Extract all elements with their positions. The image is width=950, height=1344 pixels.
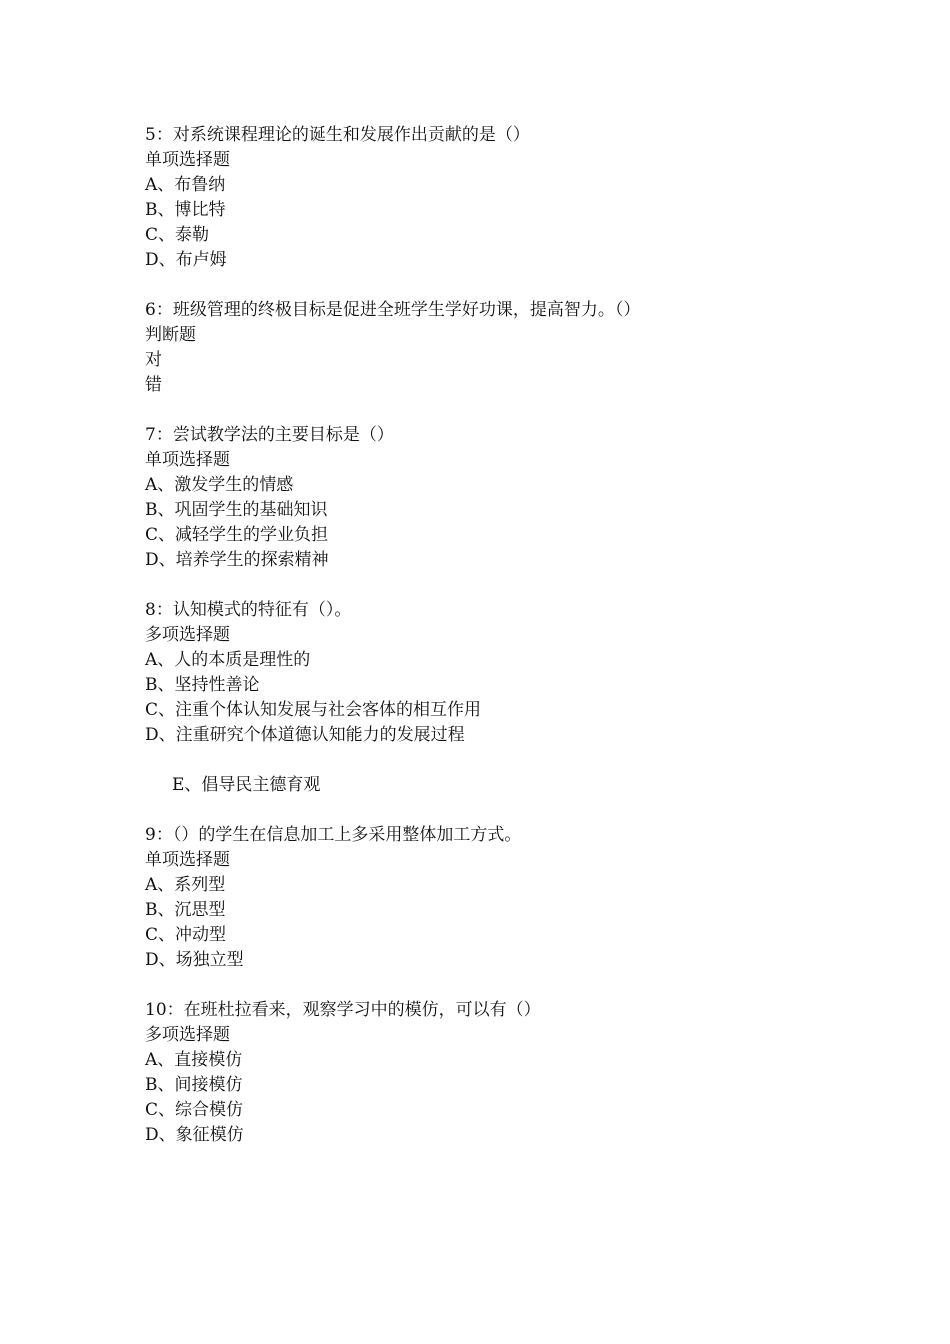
exam-page bbox=[145, 123, 905, 1173]
option-c: C、冲动型 bbox=[145, 925, 227, 945]
option-b: B、坚持性善论 bbox=[145, 675, 260, 695]
question-type: 多项选择题 bbox=[145, 625, 230, 645]
question-type: 多项选择题 bbox=[145, 1025, 230, 1045]
question-type: 单项选择题 bbox=[145, 150, 230, 170]
option-true: 对 bbox=[145, 350, 162, 370]
option-e: E、倡导民主德育观 bbox=[172, 775, 321, 795]
question-text: 9：（）的学生在信息加工上多采用整体加工方式。 bbox=[145, 825, 522, 845]
option-a: A、直接模仿 bbox=[145, 1050, 243, 1070]
question-text: 6：班级管理的终极目标是促进全班学生学好功课，提高智力。（） bbox=[145, 300, 641, 320]
option-a: A、布鲁纳 bbox=[145, 175, 226, 195]
question-10 bbox=[145, 998, 905, 1148]
option-c: C、减轻学生的学业负担 bbox=[145, 525, 329, 545]
option-false: 错 bbox=[145, 375, 162, 395]
question-7 bbox=[145, 423, 905, 573]
option-d: D、注重研究个体道德认知能力的发展过程 bbox=[145, 725, 465, 745]
question-8 bbox=[145, 598, 905, 798]
question-text: 10：在班杜拉看来，观察学习中的模仿，可以有（） bbox=[145, 1000, 541, 1020]
option-b: B、间接模仿 bbox=[145, 1075, 243, 1095]
option-b: B、巩固学生的基础知识 bbox=[145, 500, 328, 520]
option-c: C、泰勒 bbox=[145, 225, 210, 245]
question-9 bbox=[145, 823, 905, 973]
question-text: 8：认知模式的特征有（）。 bbox=[145, 600, 352, 620]
question-type: 判断题 bbox=[145, 325, 196, 345]
option-a: A、激发学生的情感 bbox=[145, 475, 294, 495]
option-a: A、系列型 bbox=[145, 875, 226, 895]
option-c: C、综合模仿 bbox=[145, 1100, 244, 1120]
option-b: B、博比特 bbox=[145, 200, 226, 220]
option-c: C、注重个体认知发展与社会客体的相互作用 bbox=[145, 700, 482, 720]
option-d: D、培养学生的探索精神 bbox=[145, 550, 329, 570]
question-type: 单项选择题 bbox=[145, 850, 230, 870]
option-a: A、人的本质是理性的 bbox=[145, 650, 311, 670]
option-d: D、布卢姆 bbox=[145, 250, 227, 270]
question-6 bbox=[145, 298, 905, 398]
option-b: B、沉思型 bbox=[145, 900, 226, 920]
option-d: D、场独立型 bbox=[145, 950, 244, 970]
option-d: D、象征模仿 bbox=[145, 1125, 244, 1145]
question-text: 5：对系统课程理论的诞生和发展作出贡献的是（） bbox=[145, 125, 530, 145]
question-type: 单项选择题 bbox=[145, 450, 230, 470]
question-5 bbox=[145, 123, 905, 273]
question-text: 7：尝试教学法的主要目标是（） bbox=[145, 425, 394, 445]
